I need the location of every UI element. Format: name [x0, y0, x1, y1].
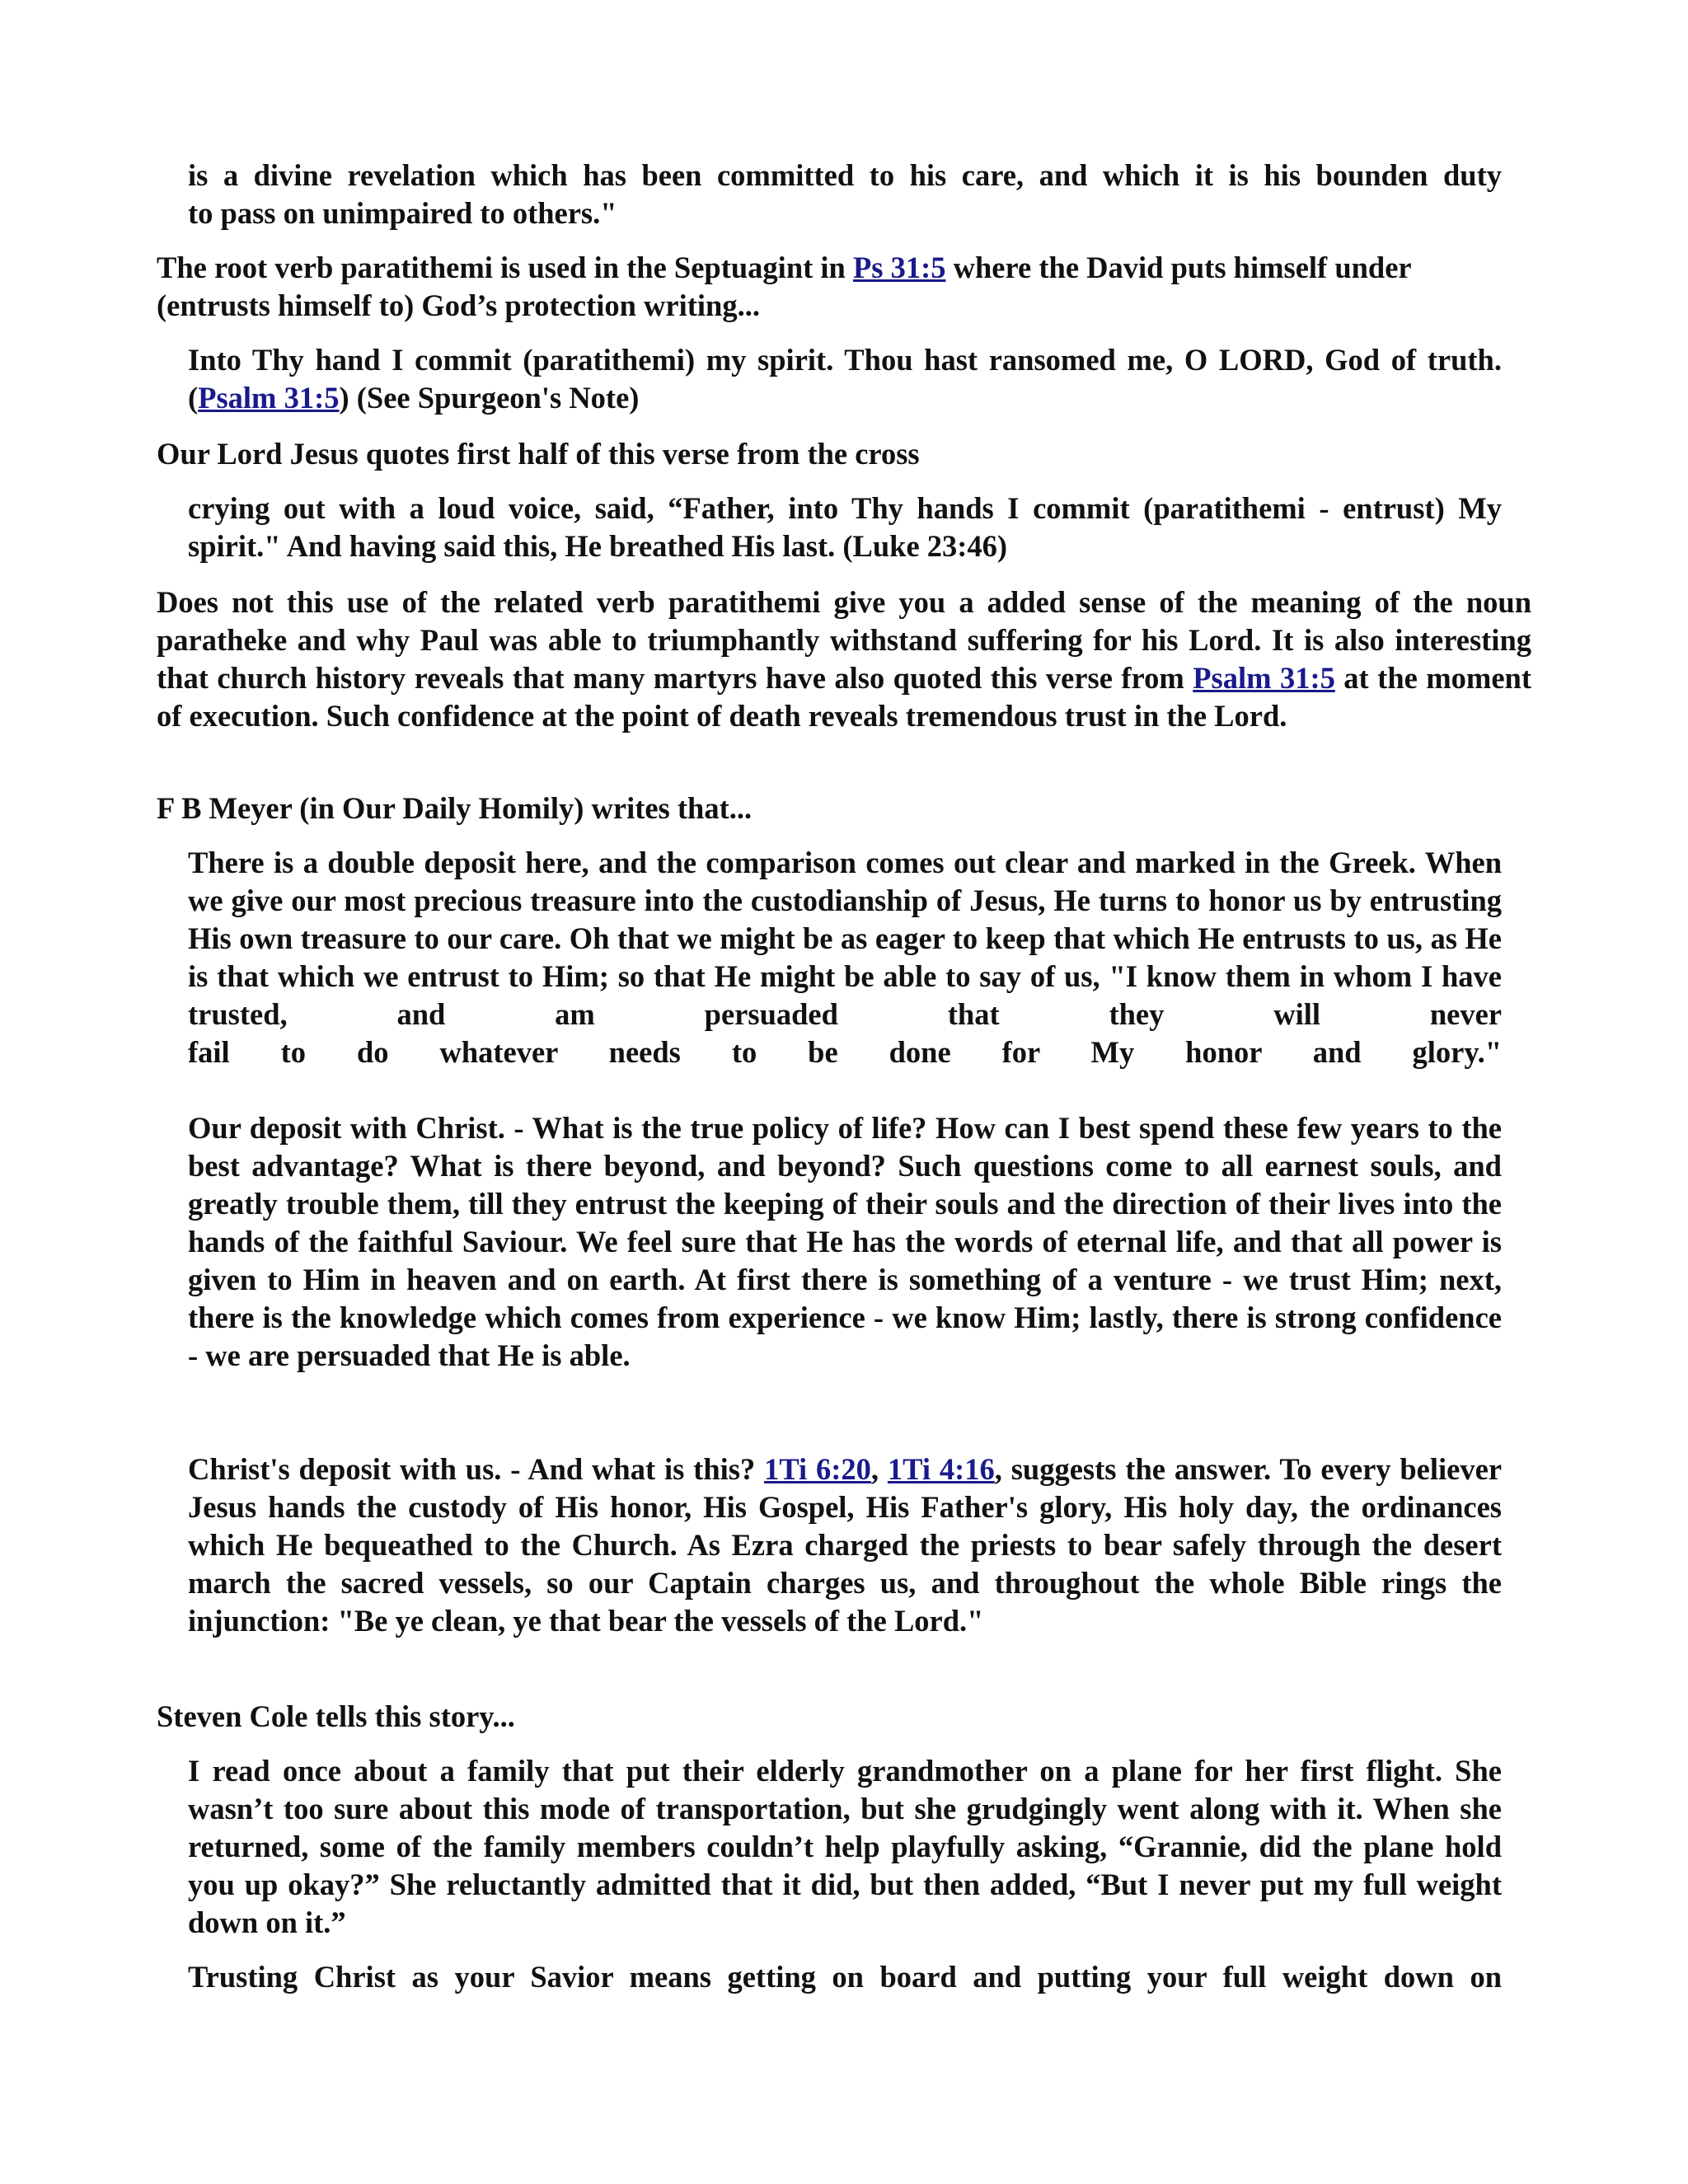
quote-luke: crying out with a loud voice, said, “Father, into Thy hands I commit (paratithemi - entrust) My spirit." And having said this, He breathed His last. (Luke 23:46) — [188, 491, 1502, 563]
paragraph-paratithemi — [157, 583, 1531, 735]
text-segment: where the David puts himself under (entrusts himself to) God’s protection writing... — [157, 251, 1411, 322]
link-1ti-4-16[interactable]: 1Ti 4:16 — [887, 1452, 995, 1486]
text-segment: at the moment of execution. Such confidence at the point of death reveals tremendous trust in the Lord. — [157, 661, 1531, 733]
text-segment: , — [870, 1452, 888, 1486]
quote-trusting-christ: Trusting Christ as your Savior means getting on board and putting your full weight down on — [188, 1960, 1502, 1994]
paragraph-meyer-intro: F B Meyer (in Our Daily Homily) writes that... — [157, 791, 753, 825]
quote-psalm — [188, 341, 1502, 417]
paragraph-lord-jesus: Our Lord Jesus quotes first half of this verse from the cross — [157, 437, 920, 471]
link-1ti-6-20[interactable]: 1Ti 6:20 — [764, 1452, 871, 1486]
quote-continuation — [188, 157, 1502, 232]
text-segment: , suggests the answer. To every believer Jesus hands the custody of His honor, His Gospel, His Father's glory, His holy day, the ordinances which He bequeathed to the Church. As Ezra charged the priests to bear safely through the desert march the sacred vessels, so our Captain charges us, and throughout the whole Bible rings the injunction: "Be ye clean, ye that bear the vessels of the Lord." — [188, 1452, 1503, 1638]
link-ps-31-5[interactable]: Ps 31:5 — [852, 251, 946, 284]
link-psalm-31-5[interactable]: Psalm 31:5 — [198, 381, 340, 415]
link-psalm-31-5[interactable]: Psalm 31:5 — [1193, 661, 1335, 695]
paragraph-cole-intro: Steven Cole tells this story... — [157, 1699, 515, 1733]
quote-line-2: to pass on unimpaired to others." — [188, 196, 617, 230]
quote-grandmother-story: I read once about a family that put their elderly grandmother on a plane for her first flight. She wasn’t too sure about this mode of transportation, but she grudgingly went along with it. When she returned, some of the family members couldn’t help playfully asking, “Grannie, did the plane hold you up okay?” She reluctantly admitted that it did, but then added, “But I never put my full weight down on it.” — [188, 1754, 1502, 1939]
quote-christs-deposit — [188, 1451, 1502, 1640]
quote-line-1: is a divine revelation which has been committed to his care, and which it is his bounden duty — [188, 158, 1502, 192]
text-segment: The root verb paratithemi is used in the Septuagint in — [157, 251, 853, 284]
quote-last-line: fail to do whatever needs to be done for My honor and glory." — [188, 1035, 1502, 1069]
quote-meyer-double-deposit — [188, 844, 1502, 1071]
paragraph-septuagint — [157, 249, 1531, 325]
quote-our-deposit: Our deposit with Christ. - What is the true policy of life? How can I best spend these few years to the best advantage? What is there beyond, and beyond? Such questions come to all earnest souls, and greatly trouble them, till they entrust the keeping of their souls and the direction of their lives into the hands of the faithful Saviour. We feel sure that He has the words of eternal life, and that all power is given to Him in heaven and on earth. At first there is something of a venture - we trust Him; next, there is the knowledge which comes from experience - we know Him; lastly, there is strong confidence - we are persuaded that He is able. — [188, 1111, 1502, 1372]
text-segment: Does not this use of the related verb paratithemi give you a added sense of the meaning of the noun paratheke and why Paul was able to triumphantly withstand suffering for his Lord. It is also interesting that church history reveals that many martyrs have also quoted this verse from — [157, 585, 1531, 695]
text-segment: ) (See Spurgeon's Note) — [339, 381, 640, 415]
quote-body: There is a double deposit here, and the comparison comes out clear and marked in the Greek. When we give our most precious treasure into the custodianship of Jesus, He turns to honor us by entrusting His own treasure to our care. Oh that we might be as eager to keep that which He entrusts to us, as He is that which we entrust to Him; so that He might be able to say of us, "I know them in whom I have trusted, and am persuaded that they will never — [188, 846, 1502, 1031]
text-segment: Into Thy hand I commit (paratithemi) my spirit. Thou hast ransomed me, O LORD, God of truth. ( — [188, 343, 1502, 415]
text-segment: Christ's deposit with us. - And what is this? — [188, 1452, 765, 1486]
